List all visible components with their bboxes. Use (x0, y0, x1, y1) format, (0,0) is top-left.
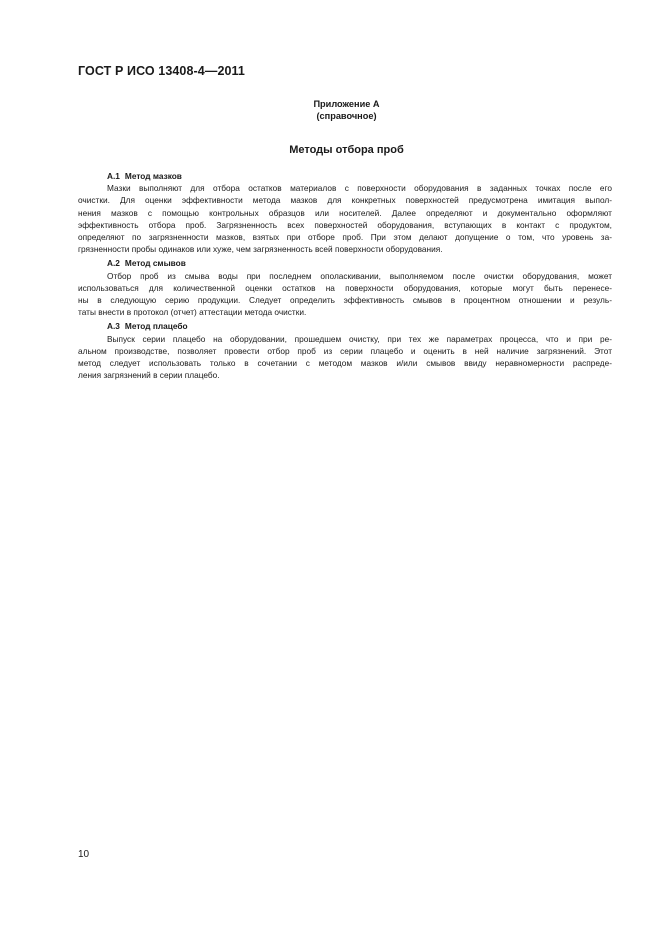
section-heading (78, 257, 612, 269)
text-line: альном производстве, позволяет провести отбор проб из серии плацебо и оценить в ней наличие загрязнений. Этот (78, 345, 612, 356)
section-number: А.3 (107, 321, 120, 332)
text-line: метод следует использовать только в сочетании с методом мазков и/или смывов ввиду неравномерности распреде- (78, 358, 612, 369)
text-line: Отбор проб из смыва воды при последнем ополаскивании, выполняемом после очистки оборудования, может (107, 270, 612, 281)
text-line: Мазки выполняют для отбора остатков материалов с поверхности оборудования в заданных точках после его (107, 183, 612, 194)
section-a2 (78, 257, 612, 318)
section-title: Метод плацебо (124, 321, 188, 332)
section-title: Метод мазков (124, 171, 182, 181)
section-a1 (78, 170, 612, 255)
section-paragraph (78, 182, 612, 255)
text-line: таты внести в протокол (отчет) аттестации метода очистки. (78, 307, 307, 318)
section-number: А.2 (107, 258, 120, 269)
text-line: ления загрязнений в серии плацебо. (78, 370, 220, 381)
section-title: Метод смывов (124, 258, 186, 269)
document-id: ГОСТ Р ИСО 13408-4—2011 (78, 64, 245, 78)
page-number: 10 (78, 849, 90, 860)
annex-kind: (справочное) (316, 111, 377, 121)
text-line: грязненности пробы одинаков или хуже, чем загрязненность всей поверхности оборудования. (78, 244, 443, 255)
text-line: ны в следующую серию продукции. Следует определить эффективность смывов в процентном отношении и резуль- (78, 295, 612, 306)
text-line: нения мазков с помощью контрольных образцов или носителей. Далее определяют и документально оформляют (78, 207, 612, 218)
text-line: эффективность отбора проб. Загрязненность всех поверхностей оборудования, вступающих в контакт с продуктом, (78, 219, 612, 230)
text-line: Выпуск серии плацебо на оборудовании, прошедшем очистку, при тех же параметрах процесса, что и при ре- (107, 333, 612, 344)
main-title: Методы отбора проб (289, 144, 404, 156)
section-a3 (78, 320, 612, 381)
section-number: А.1 (107, 171, 120, 181)
text-line: определяют по загрязненности мазков, взятых при отборе проб. При этом делают допущение о том, что уровень за- (78, 232, 612, 243)
section-heading (78, 170, 612, 182)
document-body (78, 170, 612, 383)
section-paragraph (78, 333, 612, 382)
section-heading (78, 320, 612, 332)
text-line: использоваться для количественной оценки остатков на поверхности оборудования, которые могут быть перенесе- (78, 282, 612, 293)
section-paragraph (78, 270, 612, 319)
annex-title: Приложение А (313, 99, 380, 109)
text-line: очистки. Для оценки эффективности метода мазков для конкретных поверхностей предусмотрена имитация выпол- (78, 195, 612, 206)
